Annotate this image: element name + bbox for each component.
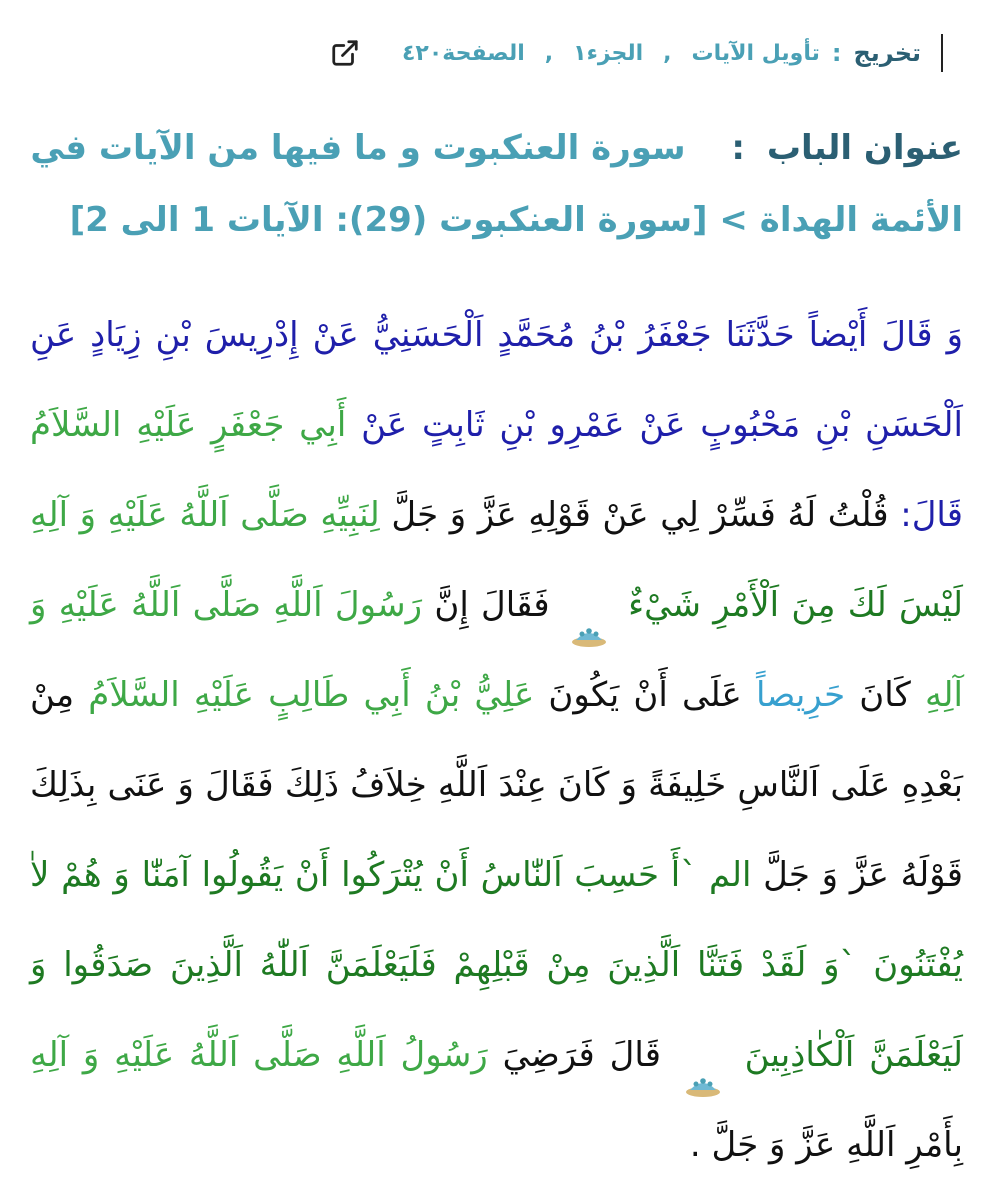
takhrij-header [30, 28, 943, 78]
glossary-word[interactable]: حَرِيصاً [756, 675, 846, 715]
takhrij-comma: , [544, 40, 554, 66]
ayah-ornament-icon [570, 594, 608, 620]
takhrij-book[interactable]: تأويل الآيات [691, 40, 820, 66]
matn-text: بِأَمْرِ اَللَّهِ عَزَّ وَ جَلَّ . [689, 1125, 963, 1165]
matn-text: فَقَالَ إِنَّ [434, 585, 550, 625]
matn-text: قَالَ فَرَضِيَ [502, 1035, 661, 1075]
header-divider [941, 34, 943, 72]
quran-quote: الم `أَ حَسِبَ اَلنّٰاسُ أَنْ يُتْرَكُوا أَنْ يَقُولُوا آمَنّٰا وَ هُمْ لاٰ يُفْتَنُونَ `وَ لَقَدْ فَتَنَّا اَلَّذِينَ مِنْ قَبْلِهِمْ فَلَيَعْلَمَنَّ اَللّٰهُ اَلَّذِينَ صَدَقُوا وَ لَيَعْلَمَنَّ اَلْكٰاذِبِينَ [30, 855, 963, 1075]
chapter-heading [30, 112, 963, 256]
qala-text: قَالَ: [900, 495, 964, 535]
isnad-chain: وَ قَالَ أَيْضاً حَدَّثَنَا جَعْفَرُ بْنُ مُحَمَّدٍ اَلْحَسَنِيُّ عَنْ إِدْرِيسَ بْنِ زِيَادٍ عَنِ اَلْحَسَنِ بْنِ مَحْبُوبٍ عَنْ عَمْرِو بْنِ ثَابِتٍ عَنْ [30, 315, 963, 445]
ayah-ornament-icon [684, 1044, 722, 1070]
prophet-salutation[interactable]: رَسُولَ اَللَّهِ صَلَّى اَللَّهُ عَلَيْهِ وَ آلِهِ [30, 585, 963, 715]
matn-text: قُلْتُ لَهُ فَسِّرْ لِي عَنْ قَوْلِهِ عَزَّ وَ جَلَّ [391, 495, 889, 535]
hadith-text [30, 290, 963, 1190]
external-link-icon[interactable] [328, 36, 362, 70]
takhrij-page[interactable]: الصفحة٤٢٠ [401, 40, 525, 66]
chapter-label: عنوان الباب [766, 128, 963, 168]
quran-quote: لَيْسَ لَكَ مِنَ اَلْأَمْرِ شَيْءٌ [628, 585, 963, 625]
prophet-salutation[interactable]: رَسُولُ اَللَّهِ صَلَّى اَللَّهُ عَلَيْهِ وَ آلِهِ [30, 1035, 488, 1075]
imam-name[interactable]: عَلِيُّ بْنُ أَبِي طَالِبٍ عَلَيْهِ السَّلاَمُ [88, 675, 535, 715]
chapter-verse-range[interactable]: [سورة العنكبوت (29): الآيات 1 الى 2] [69, 200, 708, 240]
chapter-colon: : [731, 128, 745, 168]
chapter-title[interactable]: سورة العنكبوت و ما فيها من الآيات في الأئمة الهداة [30, 128, 963, 240]
matn-text: كَانَ [859, 675, 911, 715]
takhrij-colon: : [831, 39, 842, 67]
takhrij-label: تخريج [853, 39, 921, 67]
takhrij-part[interactable]: الجزء١ [573, 40, 644, 66]
matn-text: مِنْ بَعْدِهِ عَلَى اَلنَّاسِ خَلِيفَةً وَ كَانَ عِنْدَ اَللَّهِ خِلاَفُ ذَلِكَ فَقَالَ وَ عَنَى بِذَلِكَ قَوْلَهُ عَزَّ وَ جَلَّ [30, 675, 964, 895]
prophet-salutation[interactable]: لِنَبِيِّهِ صَلَّى اَللَّهُ عَلَيْهِ وَ آلِهِ [30, 495, 380, 535]
chapter-path-separator: > [719, 200, 748, 240]
takhrij-comma: , [663, 40, 672, 66]
matn-text: عَلَى أَنْ يَكُونَ [548, 675, 742, 715]
imam-name[interactable]: أَبِي جَعْفَرٍ عَلَيْهِ السَّلاَمُ [30, 405, 347, 445]
